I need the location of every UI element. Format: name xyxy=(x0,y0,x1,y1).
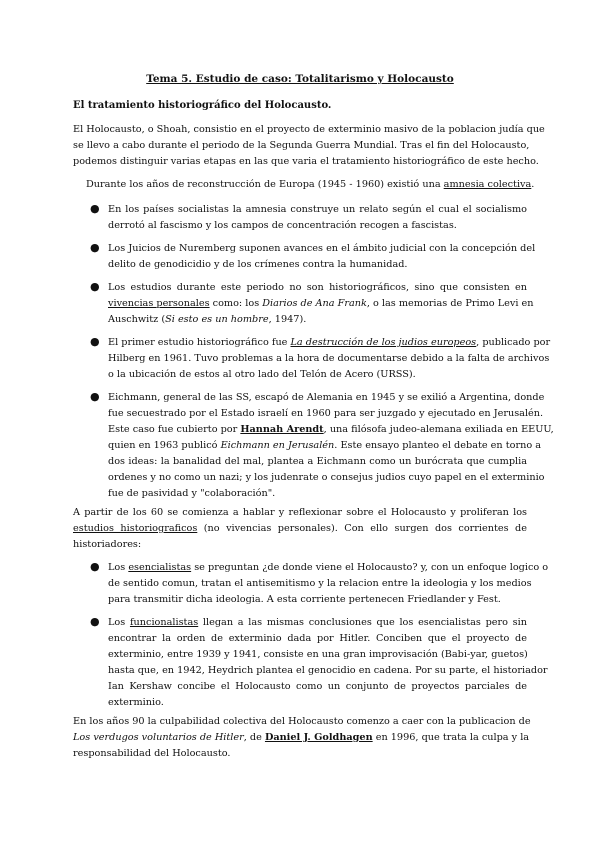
item-line: exterminio. xyxy=(108,697,164,708)
list-item-funcionalistas xyxy=(108,615,548,711)
page-title: Tema 5. Estudio de caso: Totalitarismo y Holocausto xyxy=(146,73,454,85)
item-line: para transmitir dicha ideologia. A esta corriente pertenecen Friedlander y Fest. xyxy=(108,594,501,605)
text: , o las memorias de Primo Levi en xyxy=(366,298,534,309)
list-item-testimonies xyxy=(108,280,534,328)
text: , publicado por xyxy=(476,337,551,348)
item-line: ordenes y no como un nazi; y los judenrate o consejus judios cuyo papel en el exterminio xyxy=(108,472,545,483)
reconstruction-paragraph xyxy=(86,177,535,193)
item-line: dos ideas: la banalidad del mal, plantea a Eichmann como un burócrata que cumplia xyxy=(108,456,527,467)
author-name: Hannah Arendt xyxy=(240,424,324,435)
item-line: Los Juicios de Nuremberg suponen avances en el ámbito judicial con la concepción del xyxy=(108,243,536,254)
bullet-icon: ● xyxy=(90,335,100,348)
text: como: los xyxy=(209,298,263,309)
intro-paragraph xyxy=(73,122,545,170)
bullet-icon: ● xyxy=(90,241,100,254)
text: Los xyxy=(108,562,129,573)
para-line: En los años 90 la culpabilidad colectiva del Holocausto comenzo a caer con la publicacion de xyxy=(73,716,531,727)
book-title: Eichmann en Jerusalén xyxy=(220,440,335,451)
text: Los xyxy=(108,617,130,628)
text: . Este ensayo planteo el debate en torno a xyxy=(334,440,542,451)
text: (no vivencias personales). Con ello surgen dos corrientes de xyxy=(197,523,527,534)
list-item-nuremberg xyxy=(108,241,536,273)
intro-line: podemos distinguir varias etapas en las que varia el tratamiento historiográfico de este hecho. xyxy=(73,156,539,167)
intro-line: El Holocausto, o Shoah, consistio en el proyecto de exterminio masivo de la poblacion judía que xyxy=(73,124,545,135)
esencialistas-term: esencialistas xyxy=(128,562,192,573)
book-title: Diarios de Ana Frank xyxy=(262,298,367,309)
item-line: o la ubicación de estos al otro lado del Telón de Acero (URSS). xyxy=(108,369,416,380)
bullet-icon: ● xyxy=(90,202,100,215)
item-line: Eichmann, general de las SS, escapó de Alemania en 1945 y se exilió a Argentina, donde xyxy=(108,392,545,403)
nineties-paragraph xyxy=(73,714,531,762)
text: , 1947). xyxy=(268,314,307,325)
para-line: historiadores: xyxy=(73,539,142,550)
para-line: responsabilidad del Holocausto. xyxy=(73,748,231,759)
vivencias-term: vivencias personales xyxy=(108,298,210,309)
list-item-eichmann xyxy=(108,390,554,502)
item-line: derrotó al fascismo y los campos de concentración recogen a fascistas. xyxy=(108,220,457,231)
estudios-term: estudios historiograficos xyxy=(73,523,198,534)
item-line: En los países socialistas la amnesia construye un relato según el cual el socialismo xyxy=(108,204,527,215)
item-line: Los estudios durante este periodo no son historiográficos, sino que consisten en xyxy=(108,282,527,293)
text: llegan a las mismas conclusiones que los esencialistas pero sin xyxy=(198,617,527,628)
list-item-hilberg xyxy=(108,335,551,383)
item-line: de sentido comun, tratan el antisemitismo y la relacion entre la ideologia y los medios xyxy=(108,578,532,589)
text: Este caso fue cubierto por xyxy=(108,424,241,435)
list-item-esencialistas xyxy=(108,560,549,608)
text: , de xyxy=(243,732,265,743)
item-line: fue de pasividad y "colaboración". xyxy=(108,488,276,499)
item-line: Hilberg en 1961. Tuvo problemas a la hora de documentarse debido a la falta de archivos xyxy=(108,353,550,364)
item-line: encontrar la orden de exterminio dada por Hitler. Conciben que el proyecto de xyxy=(108,633,527,644)
text: , una filósofa judeo-alemana exiliada en EEUU, xyxy=(323,424,554,435)
item-line: fue secuestrado por el Estado israelí en 1960 para ser juzgado y ejecutado en Jerusalén. xyxy=(108,408,544,419)
text: Durante los años de reconstrucción de Europa (1945 - 1960) existió una xyxy=(86,179,444,190)
text: Auschwitz ( xyxy=(108,314,166,325)
bullet-icon: ● xyxy=(90,615,100,628)
list-item-socialist xyxy=(108,202,527,234)
sixties-paragraph xyxy=(73,505,527,553)
para-line: A partir de los 60 se comienza a hablar y reflexionar sobre el Holocausto y proliferan los xyxy=(73,507,527,518)
intro-line: se llevo a cabo durante el periodo de la Segunda Guerra Mundial. Tras el fin del Holocausto, xyxy=(73,140,530,151)
bullet-icon: ● xyxy=(90,280,100,293)
item-line: Ian Kershaw concibe el Holocausto como un conjunto de proyectos parciales de xyxy=(108,681,527,692)
bullet-icon: ● xyxy=(90,390,100,403)
text: . xyxy=(531,179,535,190)
bullet-icon: ● xyxy=(90,560,100,573)
item-line: exterminio, entre 1939 y 1941, consiste en una gran improvisación (Babi-yar, guetos) xyxy=(108,649,528,660)
funcionalistas-term: funcionalistas xyxy=(129,617,199,628)
text: El primer estudio historiográfico fue xyxy=(108,337,291,348)
book-title: Los verdugos voluntarios de Hitler xyxy=(73,732,244,743)
text: se preguntan ¿de donde viene el Holocausto? y, con un enfoque logico o xyxy=(191,562,549,573)
book-title: La destrucción de los judios europeos xyxy=(290,337,477,348)
section-subtitle: El tratamiento historiográfico del Holocausto. xyxy=(73,100,332,111)
text: en 1996, que trata la culpa y la xyxy=(372,732,530,743)
item-line: hasta que, en 1942, Heydrich plantea el genocidio en cadena. Por su parte, el historiador xyxy=(108,665,548,676)
book-title: Si esto es un hombre xyxy=(165,314,269,325)
amnesia-term: amnesia colectiva xyxy=(443,179,532,190)
author-name: Daniel J. Goldhagen xyxy=(264,732,373,743)
text: quien en 1963 publicó xyxy=(108,440,221,451)
item-line: delito de genodicidio y de los crímenes contra la humanidad. xyxy=(108,259,408,270)
